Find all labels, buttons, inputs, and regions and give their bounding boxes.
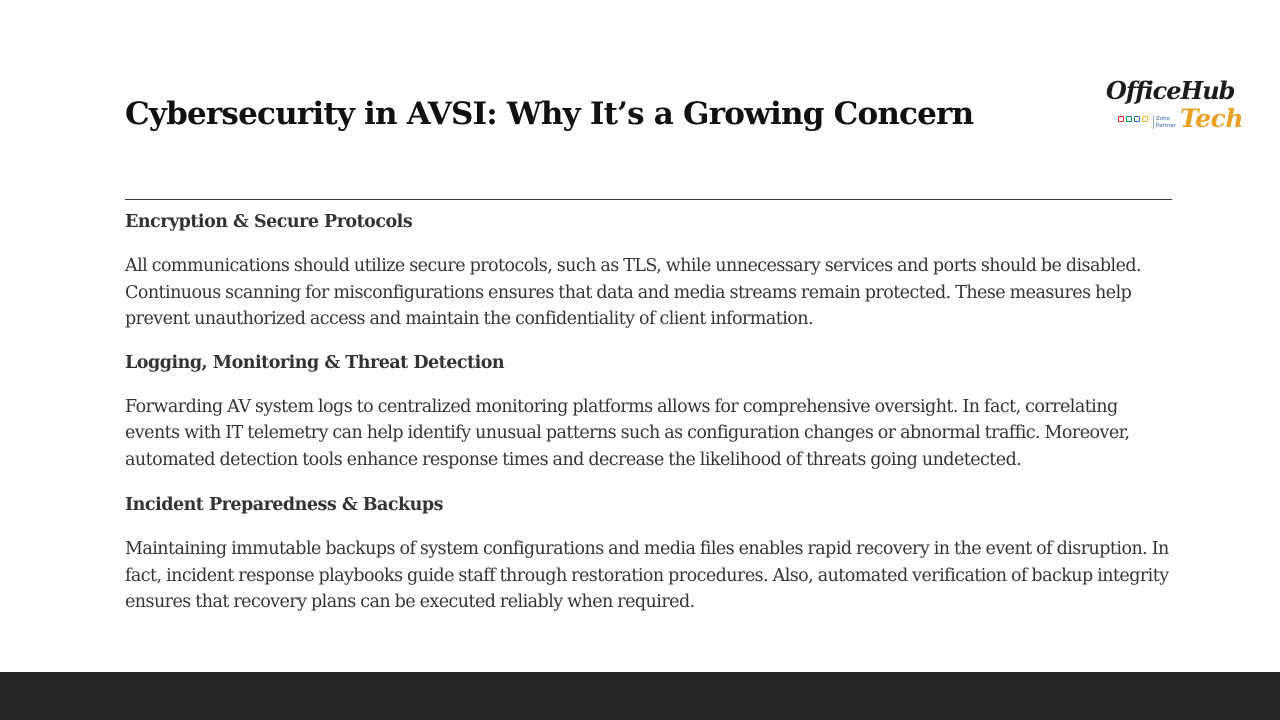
logo-wordmark-top: OfficeHub — [1106, 76, 1235, 105]
title-divider — [125, 199, 1172, 200]
section-body-encryption: All communications should utilize secure protocols, such as TLS, while unnecessary services and ports should be disabled. Continuous scanning for misconfigurations ensures that data and media streams remain protected. These measures help prevent unauthorized access and maintain the confidentiality of client information. — [125, 256, 1142, 329]
zoho-logo-icon — [1118, 116, 1148, 122]
section-body-logging: Forwarding AV system logs to centralized monitoring platforms allows for comprehensive oversight. In fact, correlating events with IT telemetry can help identify unusual patterns such as configuration changes or abnormal traffic. Moreover, automated detection tools enhance response times and decrease the likelihood of threats going undetected. — [125, 396, 1130, 470]
section-heading-encryption: Encryption & Secure Protocols — [125, 212, 413, 232]
slide-title: Cybersecurity in AVSI: Why It’s a Growing Concern — [125, 96, 974, 132]
section-heading-logging: Logging, Monitoring & Threat Detection — [125, 352, 505, 373]
slide-content — [125, 208, 1175, 616]
section-heading-incident: Incident Preparedness & Backups — [125, 495, 443, 515]
officehub-tech-logo — [1104, 76, 1244, 138]
bottom-bar — [0, 672, 1280, 720]
zoho-partner-badge — [1153, 116, 1176, 129]
partner-label: Partner — [1156, 122, 1176, 129]
section-body-incident: Maintaining immutable backups of system configurations and media files enables rapid recovery in the event of disruption. In fact, incident response playbooks guide staff through restoration procedures. Also, automated verification of backup integrity ensures that recovery plans can be executed reliably when required. — [125, 539, 1169, 612]
zoho-label: Zoho — [1156, 116, 1170, 122]
logo-wordmark-bottom: Tech — [1180, 104, 1244, 133]
